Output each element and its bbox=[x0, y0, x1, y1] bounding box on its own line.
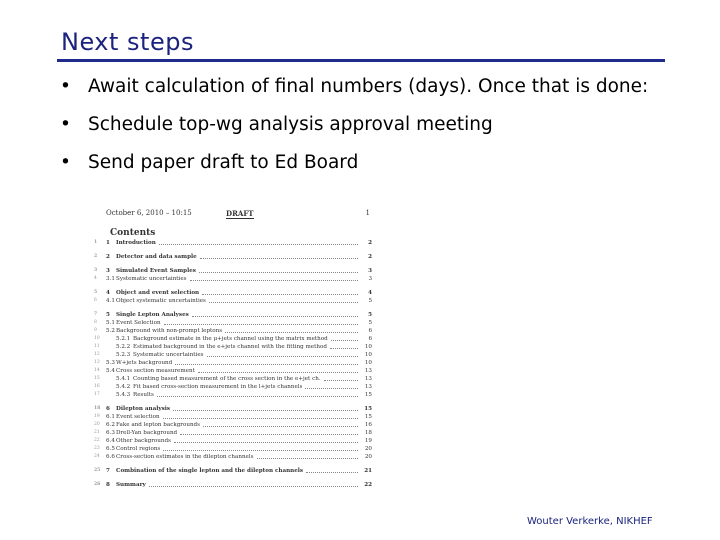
toc-row bbox=[86, 319, 380, 327]
toc-section-title: Background with non-prompt leptons bbox=[116, 328, 223, 334]
toc-page-number: 6 bbox=[368, 336, 372, 342]
toc-section-title: W+jets background bbox=[116, 360, 173, 366]
toc-page-number: 15 bbox=[364, 414, 372, 420]
toc-dot-leader bbox=[173, 405, 358, 411]
bullet-text: Await calculation of final numbers (days). Once that is done: bbox=[88, 76, 649, 97]
bullet-list bbox=[60, 76, 680, 190]
toc-section-number: 5.4.3 bbox=[116, 392, 131, 398]
toc-section-number: 6.1 bbox=[106, 414, 115, 420]
toc-section-number: 5.2.2 bbox=[116, 344, 131, 350]
toc-section-number: 5.3 bbox=[106, 360, 115, 366]
toc-section-number: 5.1 bbox=[106, 320, 115, 326]
toc-dot-leader bbox=[163, 413, 358, 419]
toc-section-title: Counting based measurement of the cross section in the e+jet ch. bbox=[133, 376, 321, 382]
toc-line-number: 10 bbox=[94, 336, 100, 341]
toc-dot-leader bbox=[175, 359, 358, 365]
toc-section-number: 5.2.3 bbox=[116, 352, 131, 358]
toc-dot-leader bbox=[203, 421, 358, 427]
toc-section-title: Cross-section estimates in the dilepton channels bbox=[116, 454, 254, 460]
toc-line-number: 16 bbox=[94, 384, 100, 389]
toc-section-number: 5.2.1 bbox=[116, 336, 131, 342]
toc-section-title: Object systematic uncertainties bbox=[116, 298, 206, 304]
toc-page-number: 5 bbox=[368, 320, 372, 326]
toc-section-number: 6 bbox=[106, 406, 110, 412]
toc-section-number: 5.2 bbox=[106, 328, 115, 334]
toc-section-number: 5.4.1 bbox=[116, 376, 131, 382]
toc-section-title: Fake and lepton backgrounds bbox=[116, 422, 201, 428]
toc-line-number: 18 bbox=[94, 406, 101, 411]
toc-section-title: Event Selection bbox=[116, 320, 161, 326]
toc-page-number: 13 bbox=[364, 384, 372, 390]
toc-page-number: 4 bbox=[368, 290, 372, 296]
toc-line-number: 25 bbox=[94, 468, 101, 473]
toc-row bbox=[86, 367, 380, 375]
toc-page-number: 19 bbox=[364, 438, 372, 444]
toc-page-number: 16 bbox=[364, 422, 372, 428]
toc-section-number: 5 bbox=[106, 312, 110, 318]
slide-title: Next steps bbox=[61, 28, 194, 56]
toc-section-title: Estimated background in the e+jets channel with the fitting method bbox=[133, 344, 327, 350]
toc-dot-leader bbox=[199, 267, 358, 273]
paper-draft-image bbox=[86, 205, 380, 497]
toc-section-number: 2 bbox=[106, 254, 110, 260]
toc-row bbox=[86, 351, 380, 359]
toc-section-number: 8 bbox=[106, 482, 110, 488]
toc-section-title: Fit based cross-section measurement in the l+jets channels bbox=[133, 384, 303, 390]
toc-section-number: 6.5 bbox=[106, 446, 115, 452]
draft-header bbox=[106, 209, 370, 221]
toc-dot-leader bbox=[225, 327, 358, 333]
toc-line-number: 12 bbox=[94, 352, 100, 357]
toc-row bbox=[86, 429, 380, 437]
toc-line-number: 1 bbox=[94, 240, 98, 245]
toc-dot-leader bbox=[163, 445, 358, 451]
toc-dot-leader bbox=[305, 383, 358, 389]
toc-row bbox=[86, 289, 380, 297]
toc-page-number: 3 bbox=[368, 276, 372, 282]
toc-line-number: 11 bbox=[94, 344, 100, 349]
contents-heading: Contents bbox=[110, 228, 156, 238]
draft-date: October 6, 2010 – 10:15 bbox=[106, 209, 192, 217]
toc-dot-leader bbox=[207, 351, 358, 357]
toc-row bbox=[86, 253, 380, 261]
toc-section-number: 3.1 bbox=[106, 276, 115, 282]
toc-page-number: 10 bbox=[364, 352, 372, 358]
bullet-dot-icon: • bbox=[60, 114, 71, 135]
toc-line-number: 26 bbox=[94, 482, 101, 487]
toc-line-number: 5 bbox=[94, 290, 98, 295]
toc-row bbox=[86, 335, 380, 343]
toc-dot-leader bbox=[174, 437, 358, 443]
toc-dot-leader bbox=[200, 253, 358, 259]
toc-section-title: Detector and data sample bbox=[116, 254, 197, 260]
toc-section-number: 5.4 bbox=[106, 368, 115, 374]
toc-row bbox=[86, 437, 380, 445]
toc-section-title: Event selection bbox=[116, 414, 160, 420]
toc-row bbox=[86, 467, 380, 475]
toc-section-title: Results bbox=[133, 392, 154, 398]
toc-row bbox=[86, 375, 380, 383]
toc-section-title: Summary bbox=[116, 482, 146, 488]
toc-row bbox=[86, 413, 380, 421]
toc-section-number: 6.2 bbox=[106, 422, 115, 428]
toc-row bbox=[86, 405, 380, 413]
toc-row bbox=[86, 359, 380, 367]
toc-row bbox=[86, 311, 380, 319]
toc-dot-leader bbox=[331, 335, 358, 341]
toc-dot-leader bbox=[202, 289, 358, 295]
toc-section-number: 1 bbox=[106, 240, 110, 246]
toc-dot-leader bbox=[324, 375, 358, 381]
toc-dot-leader bbox=[164, 319, 358, 325]
toc-dot-leader bbox=[159, 239, 358, 245]
toc-page-number: 18 bbox=[364, 430, 372, 436]
toc-section-number: 3 bbox=[106, 268, 110, 274]
slide-footer: Wouter Verkerke, NIKHEF bbox=[527, 516, 653, 527]
toc-line-number: 4 bbox=[94, 276, 97, 281]
toc-dot-leader bbox=[209, 297, 358, 303]
toc-page-number: 21 bbox=[364, 468, 372, 474]
toc-row bbox=[86, 391, 380, 399]
toc-dot-leader bbox=[157, 391, 358, 397]
toc-dot-leader bbox=[257, 453, 358, 459]
toc-line-number: 9 bbox=[94, 328, 97, 333]
toc-page-number: 15 bbox=[364, 392, 372, 398]
toc-section-title: Combination of the single lepton and the dilepton channels bbox=[116, 468, 304, 474]
toc-line-number: 7 bbox=[94, 312, 98, 317]
toc-page-number: 10 bbox=[364, 344, 372, 350]
toc-section-title: Simulated Event Samples bbox=[116, 268, 196, 274]
toc-page-number: 20 bbox=[364, 446, 372, 452]
toc-dot-leader bbox=[192, 311, 358, 317]
toc-line-number: 8 bbox=[94, 320, 97, 325]
toc-page-number: 5 bbox=[368, 312, 372, 318]
toc-row bbox=[86, 297, 380, 305]
toc-line-number: 23 bbox=[94, 446, 100, 451]
toc-page-number: 10 bbox=[364, 360, 372, 366]
toc-section-title: Systematic uncertainties bbox=[133, 352, 204, 358]
toc-line-number: 15 bbox=[94, 376, 100, 381]
toc-section-title: Single Lepton Analyses bbox=[116, 312, 189, 318]
draft-page-number: 1 bbox=[365, 209, 370, 217]
toc-dot-leader bbox=[149, 481, 358, 487]
toc-line-number: 13 bbox=[94, 360, 100, 365]
toc-dot-leader bbox=[330, 343, 358, 349]
toc-line-number: 14 bbox=[94, 368, 100, 373]
toc-page-number: 13 bbox=[364, 376, 372, 382]
bullet-dot-icon: • bbox=[60, 152, 71, 173]
toc-section-title: Systematic uncertainties bbox=[116, 276, 187, 282]
toc-page-number: 20 bbox=[364, 454, 372, 460]
toc-row bbox=[86, 453, 380, 461]
toc-row bbox=[86, 343, 380, 351]
draft-label: DRAFT bbox=[226, 209, 254, 218]
toc-dot-leader bbox=[190, 275, 358, 281]
bullet-item bbox=[60, 76, 680, 98]
toc-page-number: 13 bbox=[364, 368, 372, 374]
toc-row bbox=[86, 239, 380, 247]
toc-section-number: 7 bbox=[106, 468, 110, 474]
toc-row bbox=[86, 267, 380, 275]
toc-section-title: Drell-Yan background bbox=[116, 430, 178, 436]
toc-dot-leader bbox=[198, 367, 358, 373]
toc-line-number: 22 bbox=[94, 438, 100, 443]
toc-row bbox=[86, 327, 380, 335]
toc-section-title: Control regions bbox=[116, 446, 161, 452]
toc-section-number: 4.1 bbox=[106, 298, 115, 304]
toc-page-number: 6 bbox=[368, 328, 372, 334]
toc-row bbox=[86, 383, 380, 391]
toc-dot-leader bbox=[180, 429, 358, 435]
toc-row bbox=[86, 481, 380, 489]
toc-section-title: Cross section measurement bbox=[116, 368, 195, 374]
toc-line-number: 6 bbox=[94, 298, 97, 303]
toc-line-number: 19 bbox=[94, 414, 100, 419]
toc-line-number: 24 bbox=[94, 454, 100, 459]
toc-section-title: Dilepton analysis bbox=[116, 406, 171, 412]
toc-line-number: 20 bbox=[94, 422, 100, 427]
toc-section-number: 6.4 bbox=[106, 438, 115, 444]
toc-line-number: 3 bbox=[94, 268, 98, 273]
toc-page-number: 15 bbox=[364, 406, 372, 412]
toc-row bbox=[86, 445, 380, 453]
title-underline bbox=[57, 59, 665, 62]
toc-section-number: 6.6 bbox=[106, 454, 115, 460]
toc-page-number: 2 bbox=[368, 254, 372, 260]
toc-row bbox=[86, 421, 380, 429]
toc-line-number: 21 bbox=[94, 430, 100, 435]
toc-section-number: 6.3 bbox=[106, 430, 115, 436]
toc-section-number: 4 bbox=[106, 290, 110, 296]
toc-dot-leader bbox=[306, 467, 358, 473]
toc-section-title: Introduction bbox=[116, 240, 156, 246]
bullet-item bbox=[60, 152, 680, 174]
toc-row bbox=[86, 275, 380, 283]
toc-line-number: 17 bbox=[94, 392, 100, 397]
toc-page-number: 5 bbox=[368, 298, 372, 304]
toc-page-number: 3 bbox=[368, 268, 372, 274]
bullet-text: Schedule top-wg analysis approval meeting bbox=[88, 114, 493, 135]
toc-section-number: 5.4.2 bbox=[116, 384, 131, 390]
bullet-item bbox=[60, 114, 680, 136]
bullet-dot-icon: • bbox=[60, 76, 71, 97]
toc-page-number: 2 bbox=[368, 240, 372, 246]
toc-section-title: Background estimate in the μ+jets channel using the matrix method bbox=[133, 336, 328, 342]
toc-page-number: 22 bbox=[364, 482, 372, 488]
bullet-text: Send paper draft to Ed Board bbox=[88, 152, 359, 173]
toc-section-title: Other backgrounds bbox=[116, 438, 171, 444]
toc-line-number: 2 bbox=[94, 254, 98, 259]
toc-section-title: Object and event selection bbox=[116, 290, 200, 296]
